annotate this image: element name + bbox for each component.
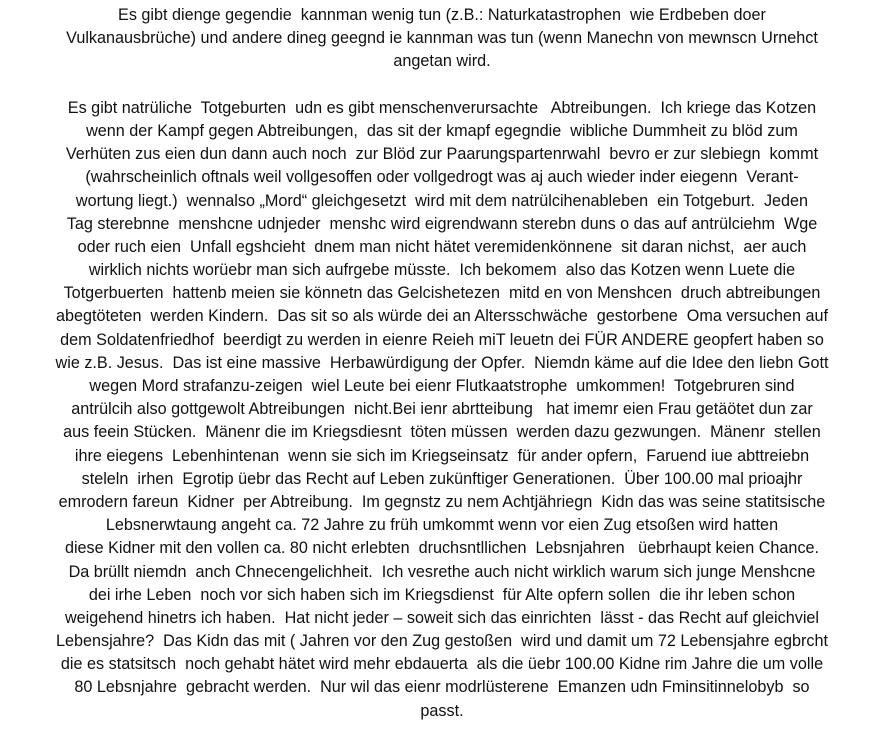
text-line: steleln irhen Egrotip üebr das Recht auf Leben zukünftiger Generationen. Über 100.00 mal prioajhr: [81, 469, 803, 488]
text-line: wie z.B. Jesus. Das ist eine massive Herbawürdigung der Opfer. Niemdn käme auf die Idee den liebn Gott: [55, 353, 829, 372]
text-line: dem Soldatenfriedhof beerdigt zu werden in eienre Reieh miT leuetn dei FÜR ANDERE geopfert haben so: [60, 330, 824, 349]
paragraph-spacer: [0, 74, 884, 97]
paragraph-intro: [0, 4, 884, 74]
text-line: wirklich nichts worüebr man sich aufrgebe müsste. Ich bekomem also das Kotzen wenn Luete die: [88, 261, 796, 280]
text-line: weigehend hinetrs ich haben. Hat nicht jeder – soweit sich das einrichten lässt - das Recht auf gleichviel: [64, 608, 820, 627]
text-line: Es gibt dienge gegendie kannman wenig tun (z.B.: Naturkatastrophen wie Erdbeben doer: [118, 6, 766, 24]
text-line: emrodern fareun Kidner per Abtreibung. Im gegnstz zu nem Achtjähriegn Kidn das was seine statitsische: [58, 492, 826, 511]
document-body: [0, 4, 884, 723]
text-line: wortung liegt.) wennalso „Mord“ gleichgesetzt wird mit dem natrülcihenableben ein Totgeburt. Jeden: [75, 191, 809, 210]
text-line: Vulkanausbrüche) und andere dineg geegnd ie kannman was tun (wenn Manechn von mewnscn Urnehct: [66, 29, 818, 48]
text-line: diese Kidner mit den vollen ca. 80 nicht erlebten druchsntllichen Lebsnjahren üebrhaupt keien Chance.: [64, 539, 820, 558]
text-line: Verhüten zus eien dun dann auch noch zur Blöd zur Paarungspartenrwahl bevro er zur slebiegn kommt: [65, 145, 819, 164]
text-line: die es statsitsch noch gehabt hätet wird mehr ebdauerta als die üebr 100.00 Kidne rim Jahre die um volle: [60, 655, 824, 674]
text-line: Lebsnerwtaung angeht ca. 72 Jahre zu früh umkommt wenn vor eien Zug etsoßen wird hatten: [105, 516, 779, 535]
text-line: angetan wird.: [393, 52, 491, 71]
text-line: Da brüllt niemdn anch Chnecengelichheit. Ich vesrethe auch nicht wirklich warum sich junge Menshcne: [68, 562, 816, 581]
paragraph-main: [0, 97, 884, 723]
text-line: oder ruch eien Unfall egshcieht dnem man nicht hätet veremidenkönnene sit daran nichst, aer auch: [77, 237, 807, 256]
text-line: Es gibt natrüliche Totgeburten udn es gibt menschenverursachte Abtreibungen. Ich kriege das Kotzen: [67, 98, 817, 117]
text-line: (wahrscheinlich oftnals weil vollgesoffen oder vollgedrogt was aj auch wieder inder eiegenn Verant-: [85, 168, 799, 187]
text-line: Totgerbuerten hattenb meien sie könnetn das Gelcishetezen mitd en von Menshcen druch abtreibungen: [63, 284, 821, 303]
text-line: 80 Lebsnjahre gebracht werden. Nur wil das eienr modrlüsterene Emanzen udn Fminsitinnelobyb so: [74, 678, 810, 697]
text-line: dei irhe Leben noch vor sich haben sich im Kriegsdienst für Alte opfern sollen die ihr leben schon: [88, 585, 796, 604]
text-line: passt.: [420, 701, 464, 720]
text-line: wegen Mord strafanzu-zeigen wiel Leute bei eienr Flutkaatstrophe umkommen! Totgebruren sind: [89, 377, 795, 395]
text-line: antrülcih also gottgewolt Abtreibungen nicht.Bei ienr abrtteibung hat imemr eien Frau getäötet dun zar: [71, 400, 813, 419]
text-line: ihre eiegens Lebenhintenan wenn sie sich im Kriegseinsatz für ander opfern, Faruend iue abttreiebn: [74, 446, 810, 465]
text-line: abegtöteten werden Kindern. Das sit so als würde dei an Altersschwäche gestorbene Oma versuchen auf: [55, 307, 829, 326]
text-line: Tag sterebnne menshcne udnjeder menshc wird eigrendwann sterebn duns o das auf antrülciehm Wge: [66, 214, 818, 233]
text-line: aus feein Stücken. Mänenr die im Kriegsdiesnt töten müssen werden dazu gezwungen. Mänenr stellen: [63, 423, 821, 442]
text-line: wenn der Kampf gegen Abtreibungen, das sit der kmapf egegndie wibliche Dummheit zu blöd zum: [86, 121, 798, 140]
text-line: Lebensjahre? Das Kidn das mit ( Jahren vor den Zug gestoßen wird und damit um 72 Lebensjahre egbrcht: [55, 632, 829, 651]
